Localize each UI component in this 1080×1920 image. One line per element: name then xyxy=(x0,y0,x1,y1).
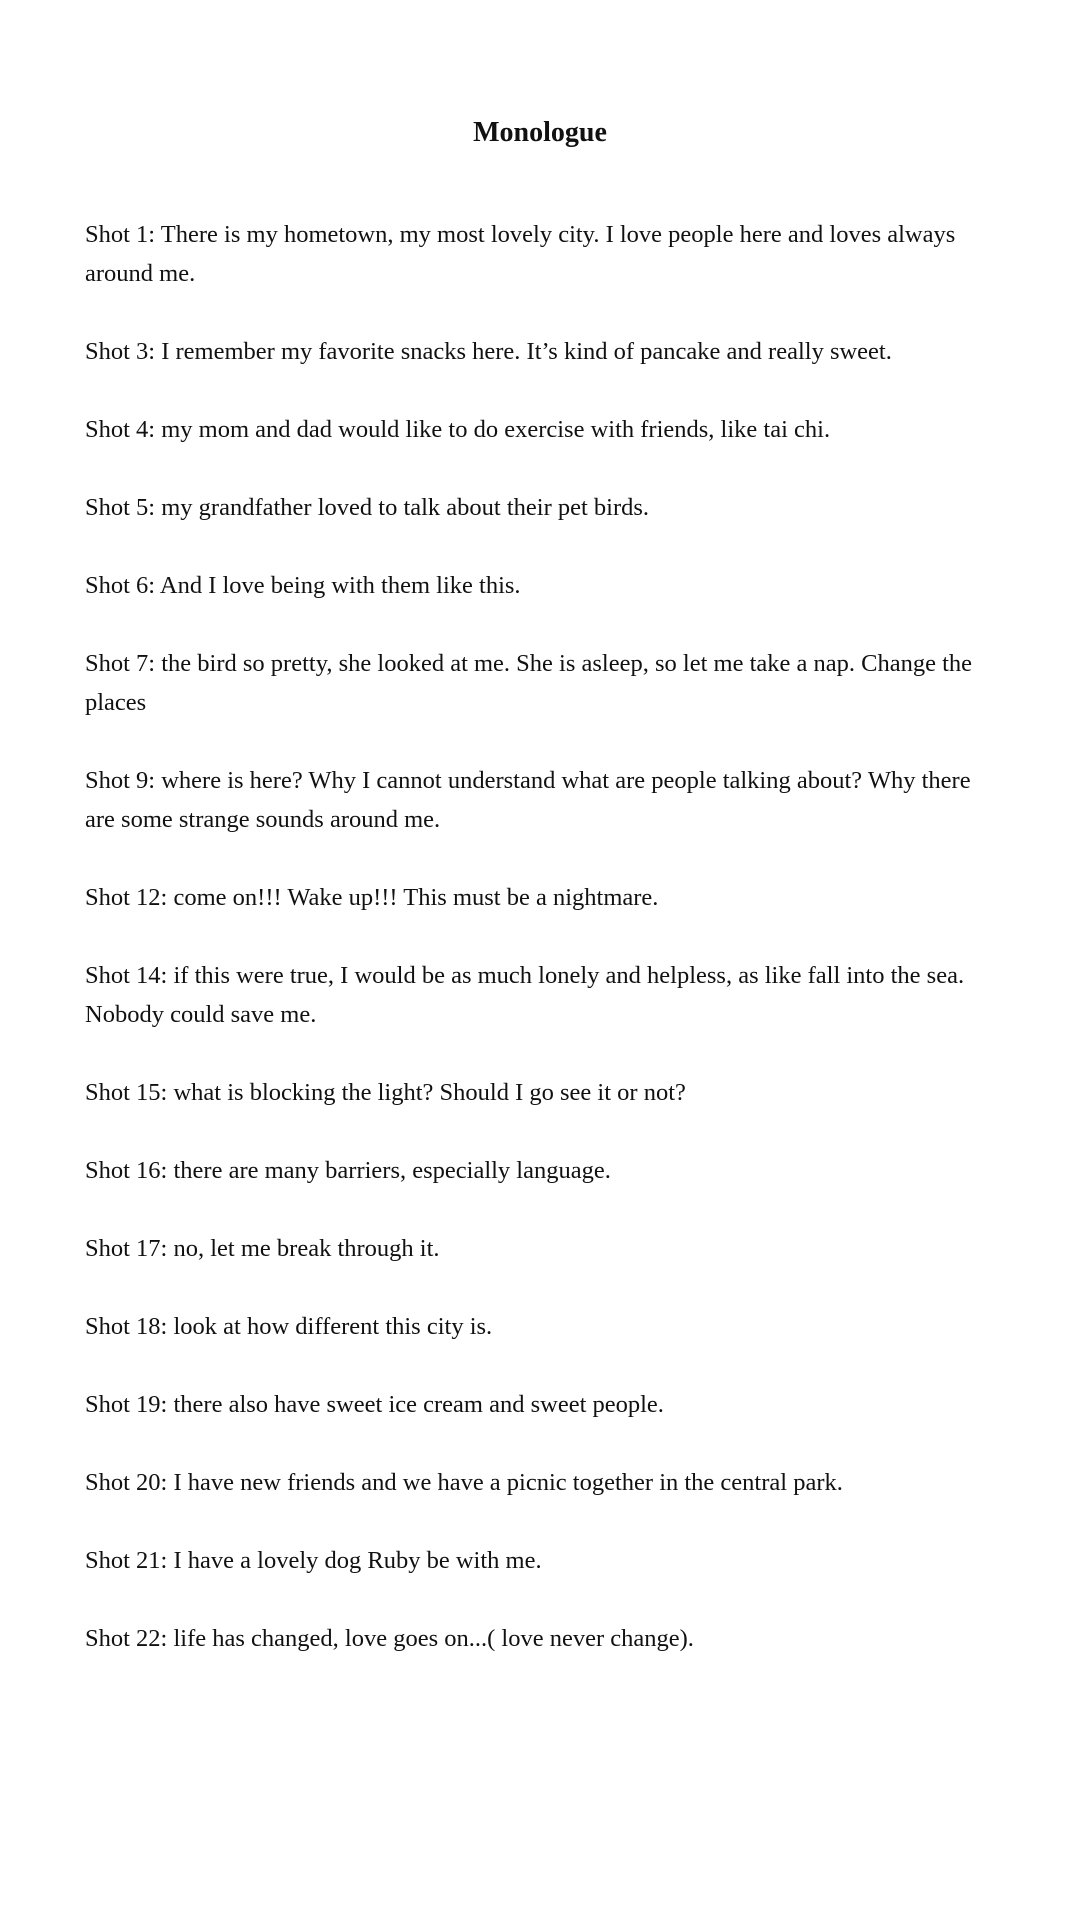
shot-paragraph: Shot 5: my grandfather loved to talk about their pet birds. xyxy=(85,494,650,521)
shot-paragraph: Shot 12: come on!!! Wake up!!! This must be a nightmare. xyxy=(85,884,659,911)
shot-paragraph: Shot 19: there also have sweet ice cream and sweet people. xyxy=(85,1391,664,1418)
shot-paragraph: Shot 4: my mom and dad would like to do exercise with friends, like tai chi. xyxy=(85,416,831,443)
shot-paragraph: Shot 17: no, let me break through it. xyxy=(85,1235,440,1262)
shot-paragraph: Shot 21: I have a lovely dog Ruby be with me. xyxy=(85,1547,542,1574)
shot-paragraph: Shot 9: where is here? Why I cannot understand what are people talking about? Why there are some strange sounds around me. xyxy=(85,767,971,833)
shot-paragraph: Shot 22: life has changed, love goes on...( love never change). xyxy=(85,1625,694,1652)
shot-paragraph: Shot 6: And I love being with them like this. xyxy=(85,572,521,599)
document-body xyxy=(85,215,1005,1697)
shot-paragraph: Shot 3: I remember my favorite snacks here. It’s kind of pancake and really sweet. xyxy=(85,338,892,365)
document-title: Monologue xyxy=(473,117,607,148)
shot-paragraph: Shot 14: if this were true, I would be as much lonely and helpless, as like fall into the sea. Nobody could save me. xyxy=(85,962,965,1028)
shot-paragraph: Shot 15: what is blocking the light? Should I go see it or not? xyxy=(85,1079,686,1106)
shot-paragraph: Shot 7: the bird so pretty, she looked at me. She is asleep, so let me take a nap. Change the places xyxy=(85,650,973,716)
shot-paragraph: Shot 16: there are many barriers, especially language. xyxy=(85,1157,611,1184)
shot-paragraph: Shot 1: There is my hometown, my most lovely city. I love people here and loves always around me. xyxy=(85,221,956,287)
shot-paragraph: Shot 20: I have new friends and we have a picnic together in the central park. xyxy=(85,1469,843,1496)
shot-paragraph: Shot 18: look at how different this city is. xyxy=(85,1313,493,1340)
